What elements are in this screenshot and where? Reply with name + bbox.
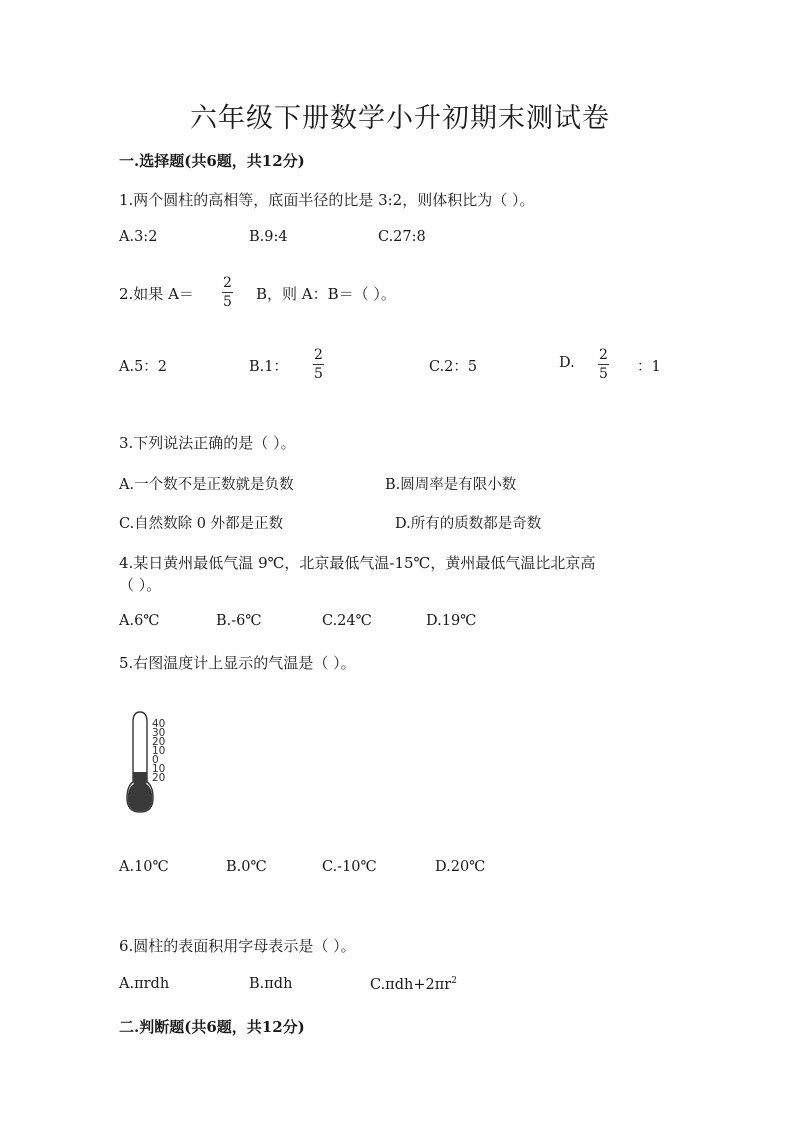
question-4-line-2: （ ）。	[119, 576, 162, 594]
question-6: 6.圆柱的表面积用字母表示是（ ）。	[119, 937, 356, 955]
scale-label-30: 30	[152, 727, 166, 739]
mercury-column	[134, 772, 147, 786]
scale-label-minus-10: 10	[152, 763, 166, 775]
q2-fraction	[222, 275, 233, 310]
q1-option-c: C.27:8	[378, 229, 426, 245]
q1-option-a: A.3:2	[119, 229, 158, 245]
q2-option-d-prefix: D.	[559, 355, 575, 371]
q3-option-b: B.圆周率是有限小数	[385, 477, 517, 493]
q2-option-a: A.5：2	[119, 359, 168, 375]
question-3: 3.下列说法正确的是（ ）。	[119, 434, 296, 452]
question-5: 5.右图温度计上显示的气温是（ ）。	[119, 654, 356, 672]
question-1: 1.两个圆柱的高相等，底面半径的比是 3:2，则体积比为（ ）。	[119, 191, 535, 209]
mercury-bulb	[128, 784, 153, 811]
scale-label-40: 40	[152, 718, 166, 730]
fraction-denominator: 5	[314, 366, 323, 382]
q2-option-d-suffix: ：1	[637, 359, 661, 375]
q6-option-c-text: C.πdh+2πr	[370, 976, 452, 993]
q1-option-b: B.9:4	[249, 229, 288, 245]
section-heading-judgment: 二.判断题(共6题，共12分)	[119, 1018, 305, 1036]
q6-option-c	[370, 976, 457, 993]
fraction-numerator: 2	[223, 275, 232, 291]
question-2-suffix: B，则 A：B＝（ ）。	[256, 285, 396, 303]
page-title: 六年级下册数学小升初期末测试卷	[190, 103, 610, 134]
q5-option-c: C.-10℃	[322, 859, 377, 875]
thermometer-image	[124, 706, 176, 818]
q4-option-a: A.6℃	[119, 613, 160, 629]
fraction-numerator: 2	[599, 347, 608, 363]
section-heading-choice: 一.选择题(共6题，共12分)	[119, 152, 305, 170]
fraction-denominator: 5	[599, 366, 608, 382]
scale-label-10: 10	[152, 745, 166, 757]
q4-option-d: D.19℃	[426, 613, 477, 629]
q2-option-d-fraction	[598, 347, 609, 382]
q3-option-a: A.一个数不是正数就是负数	[119, 477, 294, 493]
q6-option-c-exponent: 2	[451, 976, 457, 986]
question-2-prefix: 2.如果 A＝	[119, 285, 194, 303]
q3-option-c: C.自然数除 0 外都是正数	[119, 516, 284, 532]
q5-option-a: A.10℃	[119, 859, 169, 875]
q4-option-c: C.24℃	[322, 613, 372, 629]
scale-label-0: 0	[152, 754, 159, 766]
question-4-line-1: 4.某日黄州最低气温 9℃，北京最低气温-15℃，黄州最低气温比北京高	[119, 554, 596, 572]
q3-option-d: D.所有的质数都是奇数	[395, 516, 542, 532]
scale-label-20: 20	[152, 736, 166, 748]
q5-option-b: B.0℃	[226, 859, 267, 875]
q4-option-b: B.-6℃	[216, 613, 262, 629]
q5-option-d: D.20℃	[435, 859, 486, 875]
q6-option-b: B.πdh	[249, 976, 293, 992]
q2-option-b: B.1：	[249, 359, 288, 375]
q6-option-a: A.πrdh	[119, 976, 170, 992]
q2-option-b-fraction	[313, 347, 324, 382]
q2-option-c: C.2：5	[429, 359, 478, 375]
scale-label-minus-20: 20	[152, 772, 166, 784]
fraction-numerator: 2	[314, 347, 323, 363]
fraction-denominator: 5	[223, 294, 232, 310]
